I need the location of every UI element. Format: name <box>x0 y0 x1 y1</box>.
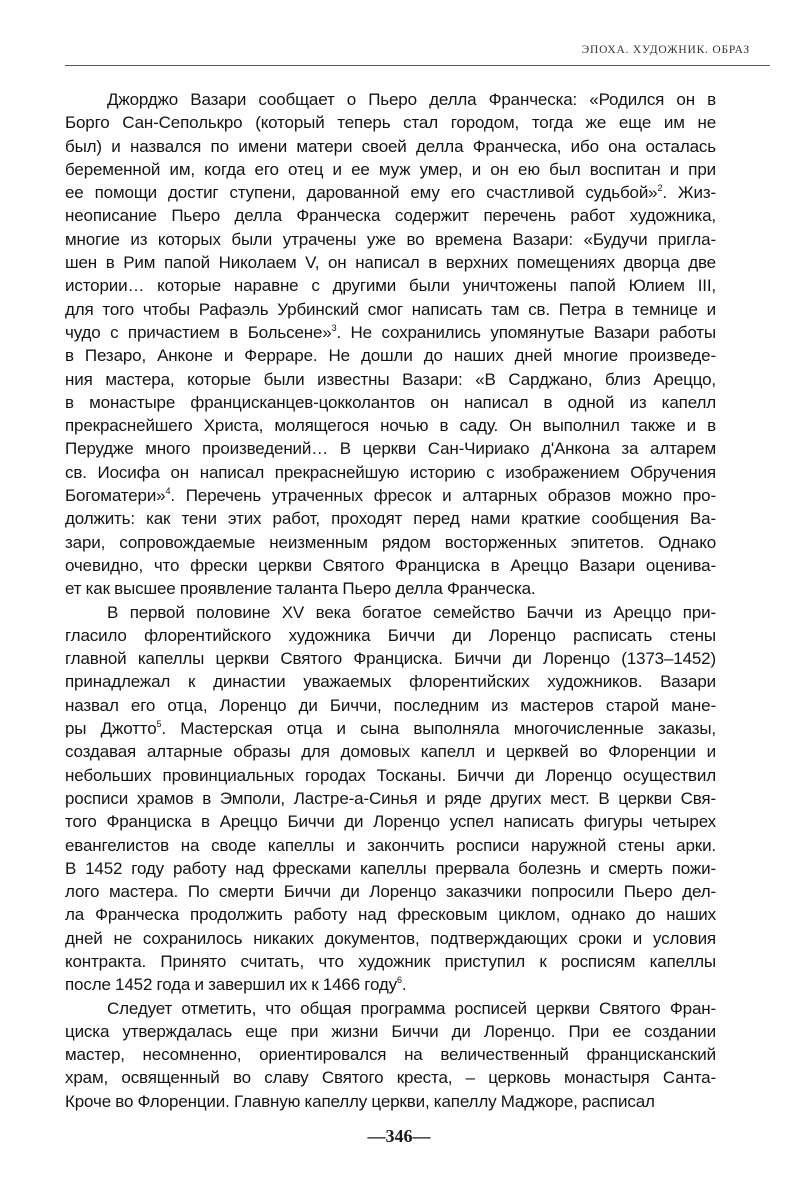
text-line: чудо с причастием в Больсене»$^3$. Не сохранились упомянутые Вазари работы <box>65 322 716 342</box>
footnote-ref: 5 <box>156 719 162 730</box>
text-line: Борго Сан-Сеполькро (который теперь стал городом, тогда же еще им не <box>65 113 716 133</box>
text-line: создавая алтарные образы для домовых капелл и церквей во Флоренции и <box>65 742 716 762</box>
text-line: был) и назвался по имени матери своей делла Франческа, ибо она осталась <box>65 136 716 156</box>
text-line: В первой половине XV века богатое семейство Баччи из Ареццо при- <box>107 602 716 622</box>
text-line: храм, освященный во славу Святого креста, – церковь монастыря Санта- <box>65 1068 716 1088</box>
text-line: евангелистов на своде капеллы и закончить росписи наружной стены арки. <box>65 835 716 855</box>
text-line: гласило флорентийского художника Биччи ди Лоренцо расписать стены <box>65 625 716 645</box>
text-line: Перудже много произведений… В церкви Сан-Чириако д'Анкона за алтарем <box>65 439 716 459</box>
footnote-ref: 4 <box>165 486 171 497</box>
text-line: прекраснейшего Христа, молящегося ночью в саду. Он выполнил также и в <box>65 416 716 436</box>
text-line: Джорджо Вазари сообщает о Пьеро делла Франческа: «Родился он в <box>107 90 716 109</box>
text-line: должить: как тени этих работ, проходят перед нами краткие сообщения Ва- <box>65 509 716 529</box>
running-head: ЭПОХА. ХУДОЖНИК. ОБРАЗ <box>581 44 750 56</box>
text-line: принадлежал к династии уважаемых флорентийских художников. Вазари <box>65 672 716 692</box>
footnote-ref: 6 <box>397 975 402 986</box>
text-line: истории… которые наравне с другими были уничтожены папой Юлием III, <box>65 276 716 296</box>
text-line: беременной им, когда его отец и ее муж умер, и он ею был воспитан и при <box>65 159 716 179</box>
text-line: циска утверждалась еще при жизни Биччи ди Лоренцо. При ее создании <box>65 1021 716 1041</box>
text-line: шен в Рим папой Николаем V, он написал в верхних помещениях дворца две <box>65 253 716 273</box>
text-line: дней не сохранилось никаких документов, подтверждающих сроки и условия <box>65 928 716 948</box>
text-line: Кроче во Флоренции. Главную капеллу церкви, капеллу Маджоре, расписал <box>65 1091 655 1111</box>
text-line: ния мастера, которые были известны Вазари: «В Сарджано, близ Ареццо, <box>65 369 716 389</box>
text-line: многие из которых были утрачены уже во времена Вазари: «Будучи пригла- <box>65 229 716 249</box>
text-line: главной капеллы церкви Святого Франциска. Биччи ди Лоренцо (1373–1452) <box>65 649 716 669</box>
footnote-ref: 3 <box>331 322 337 333</box>
text-line: небольших провинциальных городах Тосканы. Биччи ди Лоренцо осуществил <box>65 765 716 785</box>
text-line: ет как высшее проявление таланта Пьеро делла Франческа. <box>65 579 536 599</box>
paragraph-1 <box>65 88 716 601</box>
text-line: лого мастера. По смерти Биччи ди Лоренцо заказчики попросили Пьеро дел- <box>65 882 716 902</box>
text-line: для того чтобы Рафаэль Урбинский смог написать там св. Петра в темнице и <box>65 299 716 319</box>
text-line: в Пезаро, Анконе и Ферраре. Не дошли до наших дней многие произведе- <box>65 346 716 366</box>
body-text <box>65 88 716 1113</box>
text-line: неописание Пьеро делла Франческа содержит перечень работ художника, <box>65 206 716 226</box>
footnote-ref: 2 <box>657 183 663 194</box>
paragraph-2 <box>65 601 716 997</box>
paragraph-3 <box>65 997 716 1113</box>
text-line: очевидно, что фрески церкви Святого Франциска в Ареццо Вазари оценива- <box>65 555 716 575</box>
text-line: того Франциска в Ареццо Биччи ди Лоренцо успел написать фигуры четырех <box>65 812 716 832</box>
text-line: Следует отметить, что общая программа росписей церкви Святого Фран- <box>107 998 716 1018</box>
text-line: св. Иосифа он написал прекраснейшую историю с изображением Обручения <box>65 462 716 482</box>
text-line: росписи храмов в Эмполи, Ластре-а-Синья и ряде других мест. В церкви Свя- <box>65 788 716 808</box>
text-line: после 1452 года и завершил их к 1466 году$^6$. <box>65 975 407 995</box>
header-rule <box>65 65 770 66</box>
text-line: В 1452 году работу над фресками капеллы прервала болезнь и смерть пожи- <box>65 858 716 878</box>
text-line: контракта. Принято считать, что художник приступил к росписям капеллы <box>65 951 716 971</box>
text-line: зари, сопровождаемые неизменным рядом восторженных эпитетов. Однако <box>65 532 716 552</box>
text-line: мастер, несомненно, ориентировался на величественный францисканский <box>65 1045 716 1065</box>
text-line: ла Франческа продолжить работу над фресковым циклом, однако до наших <box>65 905 716 925</box>
page-number: —346— <box>367 1126 431 1146</box>
text-line: ее помощи достиг ступени, дарованной ему его счастливой судьбой»$^2$. Жиз- <box>65 183 716 203</box>
text-line: Богоматери»$^4$. Перечень утраченных фресок и алтарных образов можно про- <box>65 486 716 506</box>
text-line: ры Джотто$^5$. Мастерская отца и сына выполняла многочисленные заказы, <box>65 719 716 739</box>
text-line: в монастыре францисканцев-цокколантов он написал в одной из капелл <box>65 392 716 412</box>
text-line: назвал его отца, Лоренцо ди Биччи, последним из мастеров старой мане- <box>65 695 716 715</box>
